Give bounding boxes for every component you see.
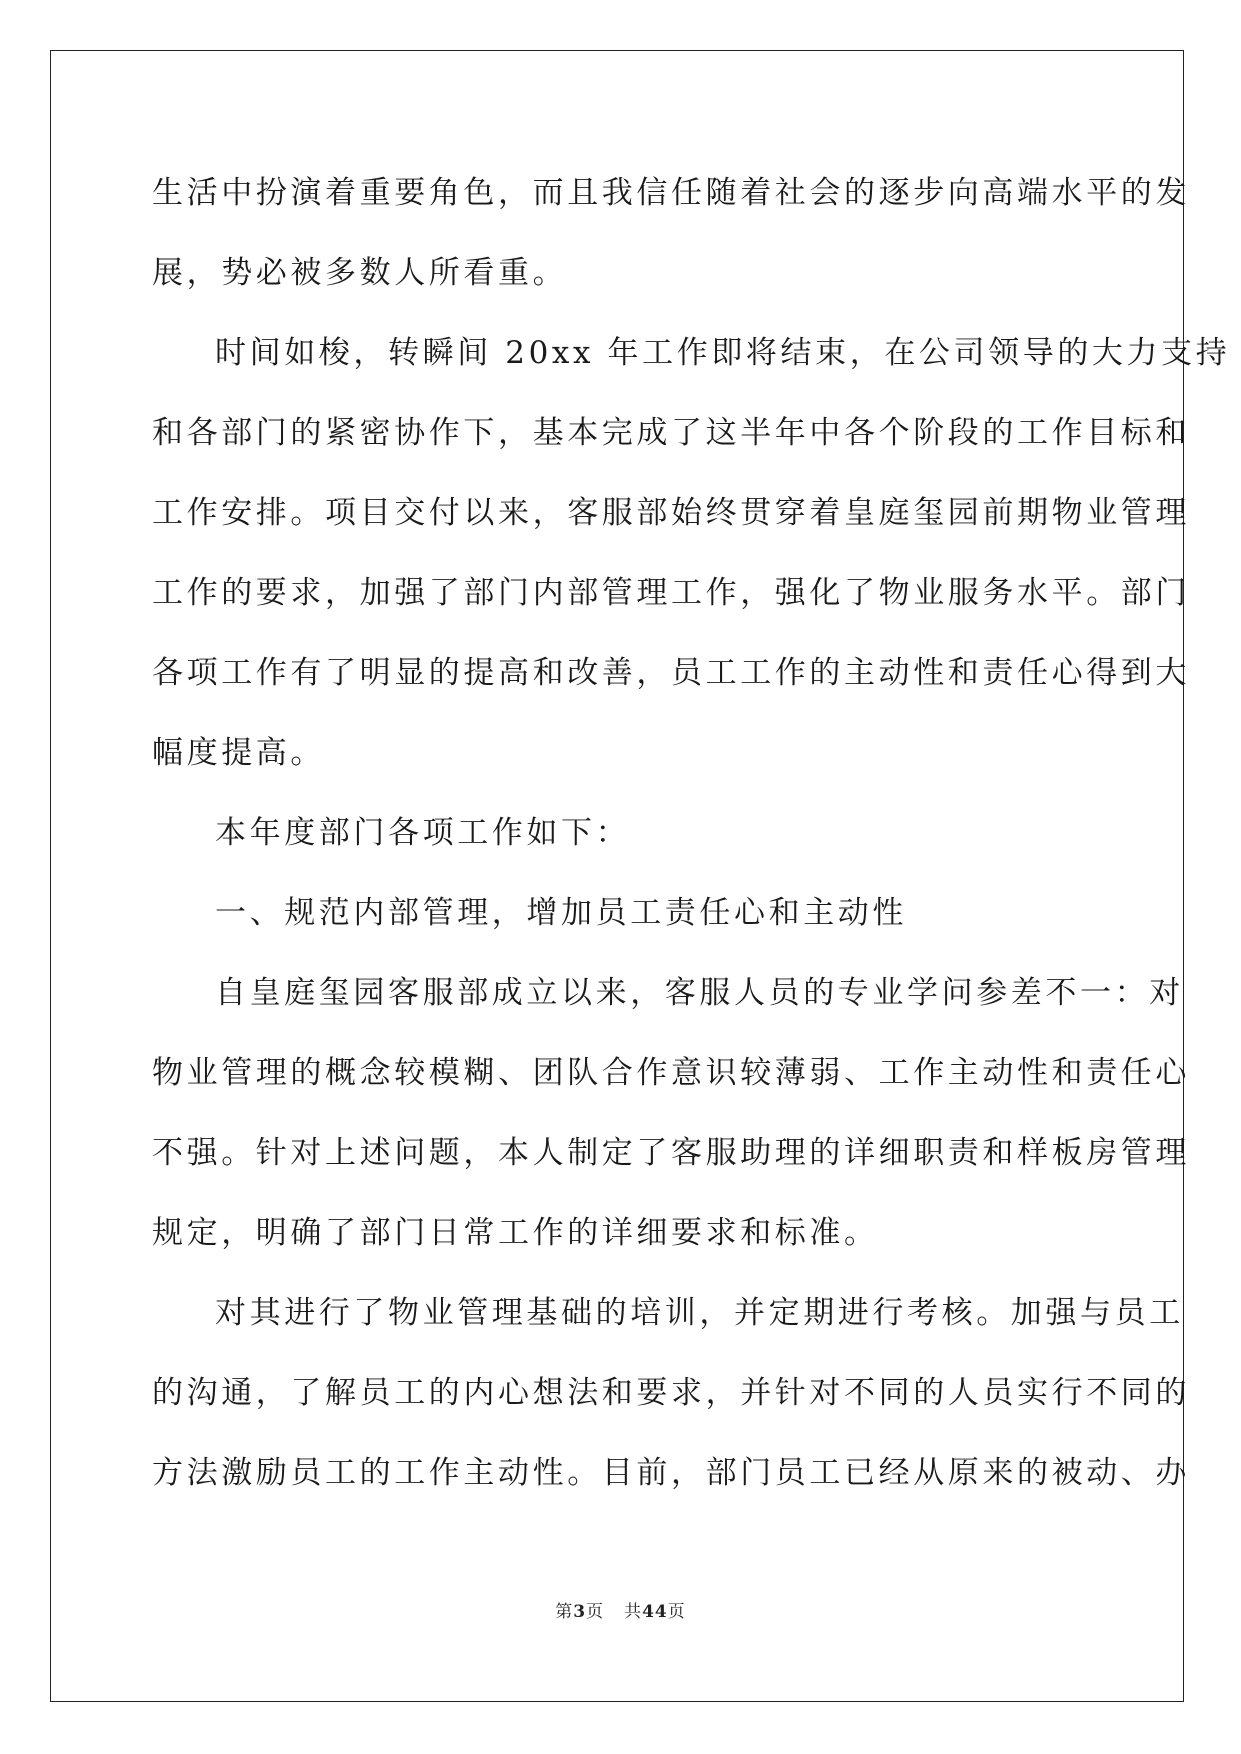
page-prefix: 第 [555, 1602, 574, 1622]
page-suffix: 页 [586, 1602, 605, 1622]
body-line: 规定，明确了部门日常工作的详细要求和标准。 [152, 1215, 879, 1251]
body-line: 本年度部门各项工作如下： [215, 815, 631, 851]
document-body [152, 163, 1231, 1523]
body-line: 时间如梭，转瞬间 20xx 年工作即将结束，在公司领导的大力支持 [215, 335, 1231, 371]
body-line: 生活中扮演着重要角色，而且我信任随着社会的逐步向高端水平的发 [152, 175, 1190, 211]
total-prefix: 共 [624, 1602, 643, 1622]
body-line: 不强。针对上述问题，本人制定了客服助理的详细职责和样板房管理 [152, 1135, 1190, 1171]
body-line: 方法激励员工的工作主动性。目前，部门员工已经从原来的被动、办 [152, 1455, 1190, 1491]
body-line: 各项工作有了明显的提高和改善，员工工作的主动性和责任心得到大 [152, 655, 1190, 691]
body-line: 展，势必被多数人所看重。 [152, 255, 568, 291]
page-number: 3 [573, 1602, 587, 1622]
body-line: 工作的要求，加强了部门内部管理工作，强化了物业服务水平。部门 [152, 575, 1190, 611]
body-line: 自皇庭玺园客服部成立以来，客服人员的专业学问参差不一：对 [215, 975, 1184, 1011]
total-pages: 44 [642, 1602, 668, 1622]
body-line: 物业管理的概念较模糊、团队合作意识较薄弱、工作主动性和责任心 [152, 1055, 1190, 1091]
total-suffix: 页 [667, 1602, 686, 1622]
body-line: 的沟通，了解员工的内心想法和要求，并针对不同的人员实行不同的 [152, 1375, 1190, 1411]
body-line: 和各部门的紧密协作下，基本完成了这半年中各个阶段的工作目标和 [152, 415, 1190, 451]
body-line: 幅度提高。 [152, 735, 325, 771]
section-heading: 一、规范内部管理，增加员工责任心和主动性 [215, 895, 907, 931]
body-line: 工作安排。项目交付以来，客服部始终贯穿着皇庭玺园前期物业管理 [152, 495, 1190, 531]
body-line: 对其进行了物业管理基础的培训，并定期进行考核。加强与员工 [215, 1295, 1184, 1331]
page-footer [0, 1597, 1241, 1622]
